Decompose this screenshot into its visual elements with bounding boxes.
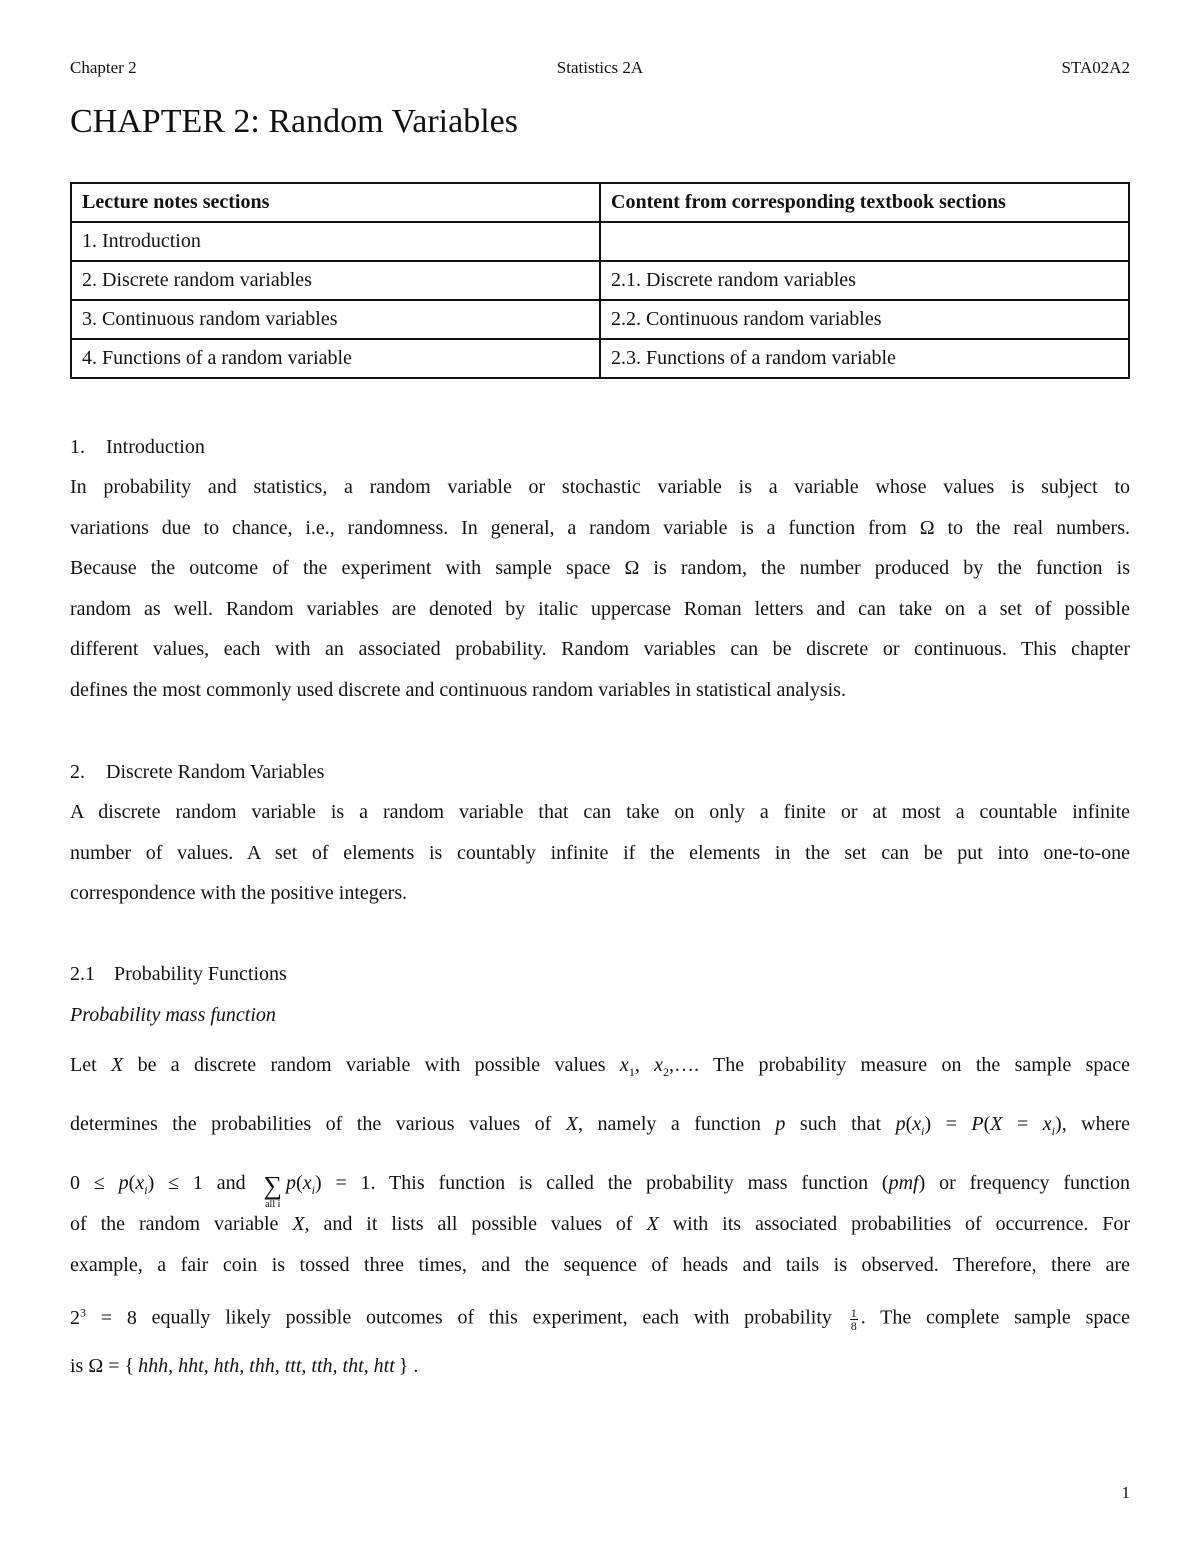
table-row xyxy=(71,261,1129,300)
summation: ∑ all i xyxy=(263,1171,283,1211)
text-line: In probability and statistics, a random variable or stochastic variable is a variable whose values is subject to xyxy=(70,476,1130,498)
math-symbol: X xyxy=(646,1213,659,1235)
sections-table xyxy=(70,182,1130,379)
math-symbol: X xyxy=(292,1213,305,1235)
equation-sample-space: Ω = { hhh, hht, hth, thh, ttt, tth, tht, htt } xyxy=(88,1354,409,1377)
text: ) or frequency function xyxy=(918,1172,1131,1194)
text-line: correspondence with the positive integers. xyxy=(70,882,408,905)
text: , where xyxy=(1061,1113,1131,1135)
text-line: number of values. A set of elements is countably infinite if the elements in the set can be put into one-to-one xyxy=(70,841,1130,864)
text-line: variations due to chance, i.e., randomness. In general, a random variable is a function from Ω to the real numbers. xyxy=(70,516,1130,539)
table-cell xyxy=(600,222,1129,261)
page-number: 1 xyxy=(1121,1483,1130,1502)
table-cell: 2.3. Functions of a random variable xyxy=(600,339,1129,378)
section-heading-introduction xyxy=(70,436,205,459)
math-symbol: X xyxy=(565,1113,579,1135)
text-line xyxy=(70,1098,1130,1157)
text: with its associated probabilities of occurrence. For xyxy=(672,1213,1131,1235)
header-chapter: Chapter 2 xyxy=(70,58,137,77)
table-cell: 2.1. Discrete random variables xyxy=(600,261,1129,300)
text-line: example, a fair coin is tossed three times, and the sequence of heads and tails is observed. Therefore, there are xyxy=(70,1253,1130,1276)
section-title: Introduction xyxy=(106,436,205,458)
text: . The complete sample space xyxy=(860,1306,1130,1329)
paragraph-discrete xyxy=(70,792,1130,914)
table-header-cell: Lecture notes sections xyxy=(71,183,600,222)
text: Let xyxy=(70,1054,97,1076)
math-symbol: x xyxy=(619,1054,629,1076)
equation-sum: $p(x_i) = 1$ xyxy=(286,1172,371,1197)
equation-outcomes: $2^3 = 8$ xyxy=(70,1305,137,1329)
paragraph-sample-space xyxy=(70,1288,1130,1390)
paragraph-pmf xyxy=(70,1039,1130,1216)
math-symbol: x xyxy=(654,1054,664,1076)
table-cell: 3. Continuous random variables xyxy=(71,300,600,339)
text-line xyxy=(70,1288,1130,1342)
section-title: Probability Functions xyxy=(114,963,287,985)
text-line: Because the outcome of the experiment with sample space Ω is random, the number produced by the function is xyxy=(70,557,1130,580)
text-line: defines the most commonly used discrete and continuous random variables in statistical analysis. xyxy=(70,678,846,701)
math-symbol: X xyxy=(111,1054,124,1076)
header-code: STA02A2 xyxy=(1061,58,1130,77)
equation-bounds: $0 \le p(x_i) \le 1$ xyxy=(70,1172,203,1197)
text-line: different values, each with an associated probability. Random variables can be discrete or continuous. This chapter xyxy=(70,638,1130,661)
text: , namely a function xyxy=(578,1113,761,1135)
table-cell: 1. Introduction xyxy=(71,222,600,261)
text: of the random variable xyxy=(70,1213,279,1235)
table-row xyxy=(71,222,1129,261)
text: . The probability measure on the sample space xyxy=(694,1054,1131,1076)
text: such that xyxy=(799,1113,882,1135)
table-cell: 4. Functions of a random variable xyxy=(71,339,600,378)
paragraph-introduction xyxy=(70,467,1130,711)
math-subscript: 2 xyxy=(663,1065,670,1079)
text: pmf xyxy=(888,1172,919,1194)
table-row xyxy=(71,300,1129,339)
table-row xyxy=(71,339,1129,378)
paragraph-pmf-continued xyxy=(70,1204,1130,1285)
section-heading-probability-functions xyxy=(70,963,287,986)
text: equally likely possible outcomes of this experiment, each with probability xyxy=(151,1306,832,1329)
math-subscript: 1 xyxy=(628,1065,635,1079)
section-title: Discrete Random Variables xyxy=(106,761,325,783)
equation-pmf: $p(x_i) = P(X = x_i)$ xyxy=(895,1113,1062,1138)
section-heading-discrete xyxy=(70,761,324,784)
text: . This function is called the probability mass function ( xyxy=(370,1172,889,1194)
text: , and it lists all possible values of xyxy=(304,1213,633,1235)
text: is xyxy=(70,1354,84,1377)
text: be a discrete random variable with possible values xyxy=(137,1054,606,1076)
table-cell: 2. Discrete random variables xyxy=(71,261,600,300)
section-number: 2.1 xyxy=(70,963,95,985)
table-cell: 2.2. Continuous random variables xyxy=(600,300,1129,339)
text-line: A discrete random variable is a random variable that can take on only a finite or at most a countable infinite xyxy=(70,801,1130,823)
text: and xyxy=(216,1172,246,1194)
text-line: Let X be a discrete random variable with possible values $x_1$, $x_2,\dots$. The probability measure on the sample space xyxy=(70,1054,1131,1079)
subsection-title xyxy=(70,1004,276,1027)
section-number: 1. xyxy=(70,436,85,458)
fraction-one-eighth: $\frac{1}{8}$ xyxy=(850,1305,857,1333)
text: determines the probabilities of the various values of xyxy=(70,1113,552,1135)
summation-limit: all i xyxy=(265,1199,281,1211)
text-line: random as well. Random variables are denoted by italic uppercase Roman letters and can take on a set of possible xyxy=(70,597,1130,620)
text-line: is Ω = { hhh, hht, hth, thh, ttt, tth, tht, htt } . xyxy=(70,1354,419,1377)
table-header-cell: Content from corresponding textbook sections xyxy=(600,183,1129,222)
math-symbol: p xyxy=(775,1113,786,1135)
table-header-row xyxy=(71,183,1129,222)
text-line xyxy=(70,1204,1130,1245)
page-title: CHAPTER 2: Random Variables xyxy=(70,103,518,140)
subsection-label: Probability mass function xyxy=(70,1004,276,1026)
section-number: 2. xyxy=(70,761,85,783)
header-course: Statistics 2A xyxy=(556,58,644,77)
